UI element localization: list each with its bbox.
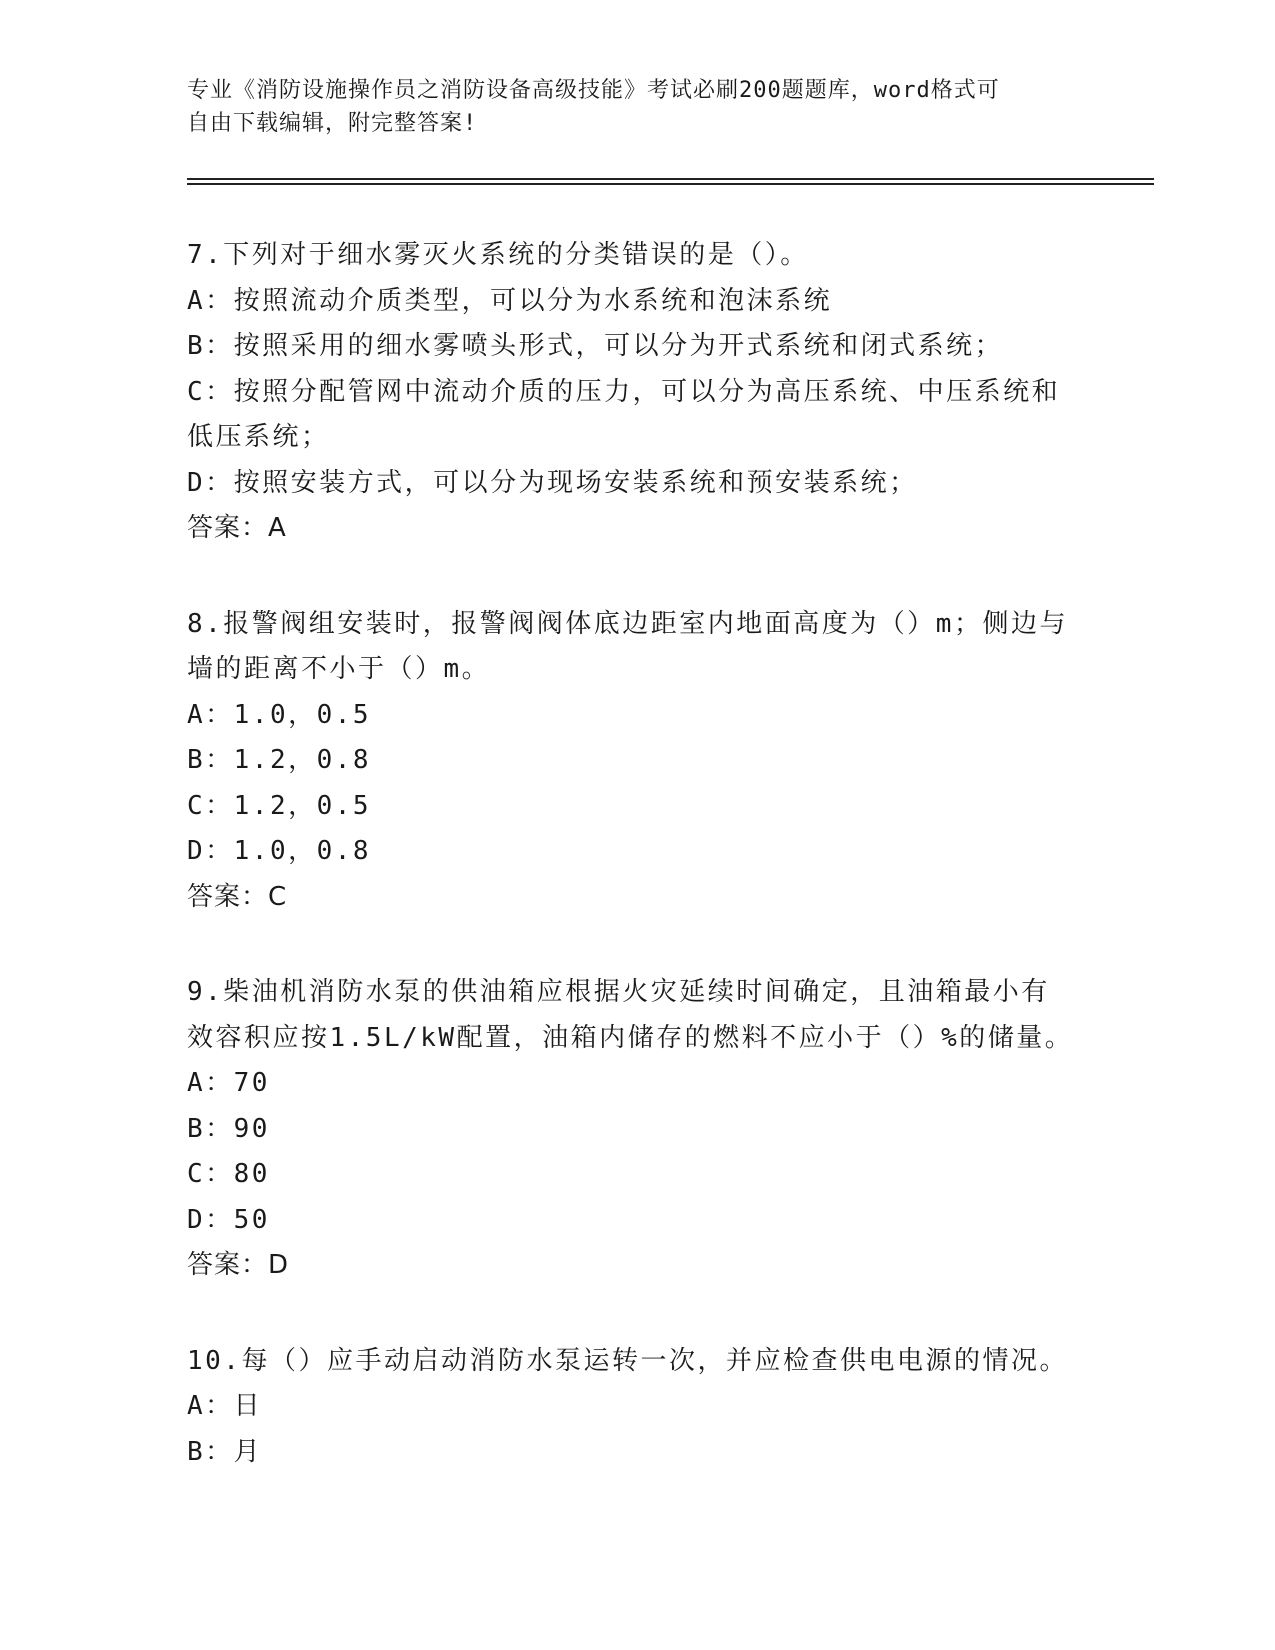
option-line: A：按照流动介质类型，可以分为水系统和泡沫系统 (187, 285, 833, 316)
question-stem-line: 7.下列对于细水雾灭火系统的分类错误的是（）。 (187, 240, 809, 270)
question-stem-line: 效容积应按1.5L/kW配置，油箱内储存的燃料不应小于（）%的储量。 (187, 1022, 1074, 1053)
header-divider-bottom (187, 183, 1154, 185)
option-line: A：日 (187, 1391, 263, 1421)
option-line: C：1.2，0.5 (187, 790, 372, 821)
header-line-2: 自由下载编辑，附完整答案! (187, 111, 478, 136)
question-block (187, 970, 1087, 1289)
header-divider-top (187, 178, 1154, 180)
option-line: C：80 (187, 1159, 270, 1189)
option-line: D：按照安装方式，可以分为现场安装系统和预安装系统； (187, 467, 918, 498)
option-line: D：1.0，0.8 (187, 836, 372, 866)
question-stem-line: 8.报警阀组安装时，报警阀阀体底边距室内地面高度为（）m；侧边与 (187, 608, 1068, 639)
option-line: C：按照分配管网中流动介质的压力，可以分为高压系统、中压系统和 (187, 376, 1061, 407)
question-list (187, 233, 1087, 1525)
answer-line: 答案：A (187, 513, 287, 543)
question-stem-line: 10.每（）应手动启动消防水泵运转一次，并应检查供电电源的情况。 (187, 1345, 1068, 1376)
question-block (187, 1339, 1087, 1476)
answer-line: 答案：C (187, 881, 288, 912)
option-line: A：70 (187, 1068, 270, 1098)
answer-line: 答案：D (187, 1250, 290, 1280)
option-line: A：1.0，0.5 (187, 699, 372, 730)
option-line: D：50 (187, 1204, 270, 1235)
document-header (187, 74, 1087, 140)
question-stem-line: 9.柴油机消防水泵的供油箱应根据火灾延续时间确定，且油箱最小有 (187, 977, 1050, 1007)
option-line: B：1.2，0.8 (187, 745, 372, 775)
option-line: B：月 (187, 1436, 263, 1467)
option-line: 低压系统； (187, 422, 330, 452)
question-block (187, 233, 1087, 552)
question-block (187, 602, 1087, 921)
option-line: B：按照采用的细水雾喷头形式，可以分为开式系统和闭式系统； (187, 331, 1004, 361)
question-stem-line: 墙的距离不小于（）m。 (187, 654, 491, 684)
option-line: B：90 (187, 1113, 270, 1144)
header-line-1: 专业《消防设施操作员之消防设备高级技能》考试必刷200题题库，word格式可 (187, 78, 1000, 103)
